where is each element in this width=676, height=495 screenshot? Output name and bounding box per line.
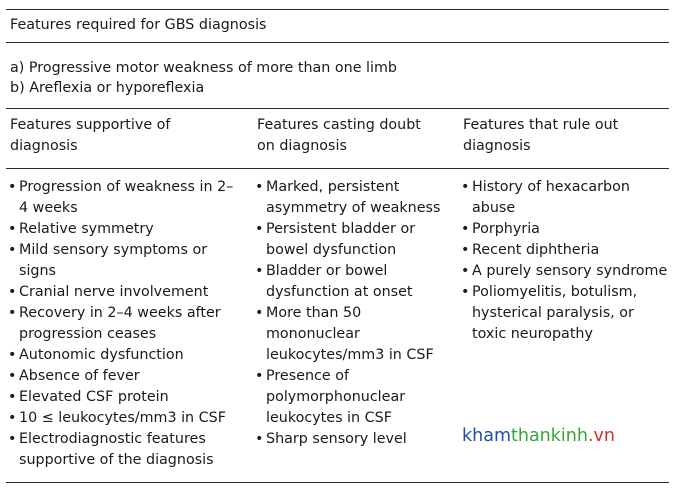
supportive-features-list <box>8 177 240 471</box>
list-item: • Autonomic dysfunction <box>8 345 240 366</box>
column-supportive-header <box>10 115 250 157</box>
required-feature-b: b) Areflexia or hyporeflexia <box>10 80 205 96</box>
column-doubt-list <box>255 177 445 450</box>
column-header-line: Features that rule out <box>463 117 619 133</box>
column-header-line: diagnosis <box>463 138 531 154</box>
list-item: • Relative symmetry <box>8 219 240 240</box>
list-item: • History of hexacarbon abuse <box>461 177 669 219</box>
ruleout-features-list <box>461 177 669 345</box>
column-doubt-header <box>257 115 457 157</box>
required-rule <box>6 108 669 109</box>
doubt-features-list <box>255 177 445 450</box>
list-item: • A purely sensory syndrome <box>461 261 669 282</box>
list-item: • Porphyria <box>461 219 669 240</box>
list-item: • Recovery in 2–4 weeks after progression ceases <box>8 303 240 345</box>
list-item: • Sharp sensory level <box>255 429 445 450</box>
list-item: • Electrodiagnostic features supportive of the diagnosis <box>8 429 240 471</box>
header-rule <box>6 168 669 169</box>
column-header-line: Features casting doubt <box>257 117 421 133</box>
list-item: • Persistent bladder or bowel dysfunction <box>255 219 445 261</box>
bottom-rule <box>6 482 669 483</box>
list-item: • Poliomyelitis, botulism, hysterical paralysis, or toxic neuropathy <box>461 282 669 345</box>
column-ruleout-list <box>461 177 669 345</box>
list-item: • More than 50 mononuclear leukocytes/mm3 in CSF <box>255 303 445 366</box>
column-ruleout-header <box>463 115 668 157</box>
list-item: • Bladder or bowel dysfunction at onset <box>255 261 445 303</box>
watermark-part: kham <box>462 426 511 446</box>
watermark-logo <box>462 426 615 446</box>
watermark-part: .vn <box>587 426 615 446</box>
top-rule <box>6 9 669 10</box>
table-title: Features required for GBS diagnosis <box>10 17 267 33</box>
list-item: • Progression of weakness in 2–4 weeks <box>8 177 240 219</box>
list-item: • Marked, persistent asymmetry of weakness <box>255 177 445 219</box>
column-header-line: on diagnosis <box>257 138 347 154</box>
list-item: • Recent diphtheria <box>461 240 669 261</box>
list-item: • Elevated CSF protein <box>8 387 240 408</box>
required-feature-a: a) Progressive motor weakness of more than one limb <box>10 60 397 76</box>
column-supportive-list <box>8 177 240 471</box>
list-item: • Absence of fever <box>8 366 240 387</box>
list-item: • 10 ≤ leukocytes/mm3 in CSF <box>8 408 240 429</box>
list-item: • Mild sensory symptoms or signs <box>8 240 240 282</box>
watermark-part: thankinh <box>511 426 588 446</box>
list-item: • Presence of polymorphonuclear leukocytes in CSF <box>255 366 445 429</box>
list-item: • Cranial nerve involvement <box>8 282 240 303</box>
column-header-line: Features supportive of <box>10 117 171 133</box>
title-rule <box>6 42 669 43</box>
column-header-line: diagnosis <box>10 138 78 154</box>
